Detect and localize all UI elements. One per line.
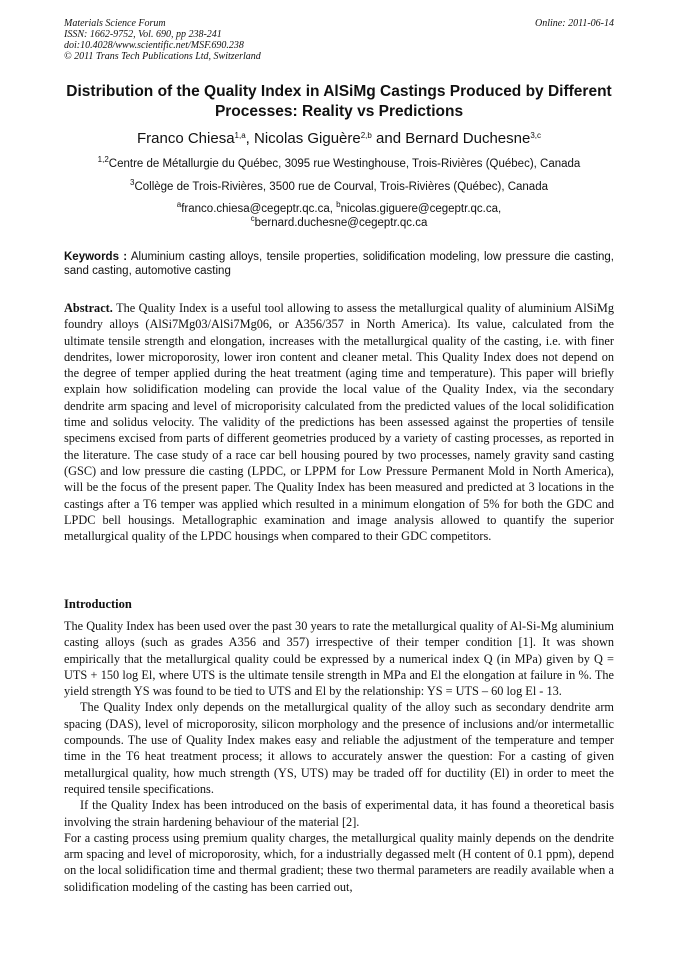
abstract-text: The Quality Index is a useful tool allowing to assess the metallurgical quality of aluminium AlSiMg foundry alloys (AlSi7Mg03/AlSi7Mg06, or A356/357 in North America). Its value, calculated from the ultimate tensile strength and elongation, increases with the metallurgical quality of the casting, i.e. with finer dendrites, lower microporosity, lower iron content and cleaner metal. This Quality Index does not depend on the degree of temper applied during the heat treatment (aging time and temperature). This paper will briefly explain how solidification modeling can provide the local value of the Quality Index, via the secondary dendrite arm spacing and level of microporisity calculated from the predicted values of the local solidification time and solidus velocity. The validity of the predictions has been assessed against the properties of tensile specimens excised from parts of different geometries produced by a variety of casting processes, as reported in the literature. The case study of a race car bell housing poured by two processes, namely gravity sand casting (GSC) and low pressure die casting (LPDC, or LPPM for Low Pressure Permanent Mold in North America), will be the focus of the present paper. The Quality Index has been measured and predicted at 3 locations in the castings after a T6 temper was applied which resulted in a minimum elongation of 5% for both the GDC and LPDC bell housings. Metallographic examination and image analysis allowed to quantify the superior metallurgical quality of the LPDC housings when compared to their GDC competitors. [64,301,614,544]
email-superscript: c [250,214,255,223]
paragraph: The Quality Index has been used over the past 30 years to rate the metallurgical quality of Al-Si-Mg aluminium casting alloys (such as grades A356 and 357) irrespective of their temper condition [1]. It was shown empirically that the metallurgical quality could be expressed by a numerical index Q (in MPa) given by Q = UTS + 150 log El, where UTS is the ultimate tensile strength in MPa and El the elongation at failure in %. The yield strength YS was found to be tied to UTS and El by the relationship: YS = UTS – 60 log El - 13. [64,619,614,699]
author-separator: and [371,130,406,147]
abstract-label: Abstract. [64,301,113,315]
online-date: Online: 2011-06-14 [535,18,614,29]
journal-name: Materials Science Forum [64,18,166,29]
section-heading-introduction: Introduction [64,597,132,611]
author-list [64,130,614,148]
author-superscript: 2,b [360,131,372,140]
email-line-2 [64,216,614,230]
affiliation-text: Collège de Trois-Rivières, 3500 rue de Courval, Trois-Rivières (Québec), Canada [134,181,548,193]
affiliation-2 [64,180,614,194]
email-superscript: a [176,200,182,209]
keywords-label: Keywords : [64,251,128,263]
affiliation-1 [64,157,614,171]
copyright-line: © 2011 Trans Tech Publications Ltd, Switzerland [64,51,261,62]
email-address[interactable]: franco.chiesa@cegeptr.qc.ca, [181,203,337,215]
author-name: Nicolas Giguère [254,130,361,147]
author-superscript: 3,c [530,131,541,140]
affiliation-superscript: 3 [130,178,135,187]
email-line-1 [64,202,614,216]
affiliation-text: Centre de Métallurgie du Québec, 3095 rue Westinghouse, Trois-Rivières (Québec), Canada [108,158,581,170]
paragraph: For a casting process using premium quality charges, the metallurgical quality mainly depends on the dendrite arm spacing and level of microporosity, which, for a industrially degassed melt (H content of 0.1 ppm), depend on the local solidification time and thermal gradient; these two thermal parameters are readily available when a solidification modeling of the casting has been carried out, [64,830,614,894]
author-separator: , [245,130,255,147]
doi-line[interactable]: doi:10.4028/www.scientific.net/MSF.690.238 [64,40,244,51]
author-superscript: 1,a [234,131,246,140]
email-superscript: b [336,200,341,209]
issn-line: ISSN: 1662-9752, Vol. 690, pp 238-241 [64,29,222,40]
author-name: Bernard Duchesne [405,130,531,147]
abstract-block [64,300,614,544]
author-name: Franco Chiesa [137,130,235,147]
affiliation-superscript: 1,2 [97,155,109,164]
email-address[interactable]: bernard.duchesne@cegeptr.qc.ca [254,217,428,229]
email-address[interactable]: nicolas.giguere@cegeptr.qc.ca, [340,203,502,215]
paragraph: The Quality Index only depends on the metallurgical quality of the alloy such as secondary dendrite arm spacing (DAS), level of microporosity, silicon morphology and the presence of inclusions and/or intermetallic compounds. The use of Quality Index makes easy and reliable the adjustment of the temperature and temper time in the T6 heat treatment process; it allows to accurately answer the question: For a casting of given metallurgical quality, how much strength (YS, UTS) may be traded off for ductility (El) in order to meet the required tensile specifications. [64,700,614,796]
paper-title: Distribution of the Quality Index in AlSiMg Castings Produced by Different Processes: Reality vs Predictions [66,83,612,120]
keywords-block [64,250,614,278]
journal-header [64,18,261,62]
email-block [64,202,614,230]
paragraph: If the Quality Index has been introduced on the basis of experimental data, it has found a theoretical basis involving the strain hardening behaviour of the material [2]. [64,798,614,829]
keywords-text: Aluminium casting alloys, tensile properties, solidification modeling, low pressure die casting, sand casting, automotive casting [64,251,614,277]
introduction-body [64,618,614,895]
